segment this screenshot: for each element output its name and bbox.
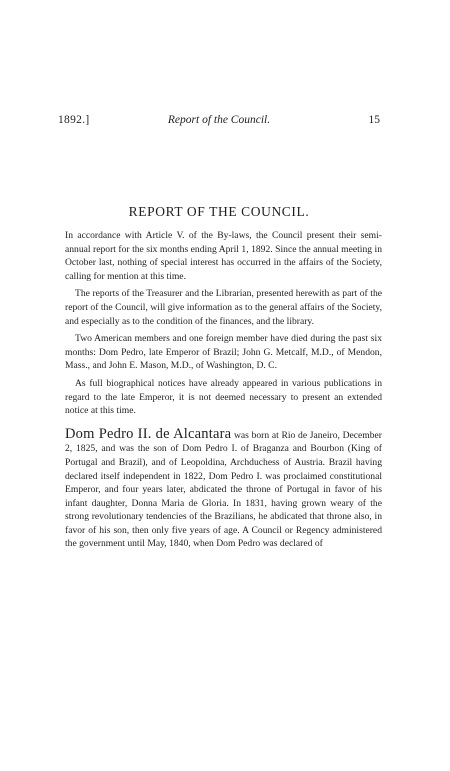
paragraph-biographical-notices: As full biographical notices have already appeared in various publications in regard to the late Emperor, it is not deemed necessary to present an extended notice at this time.: [65, 377, 382, 417]
dom-pedro-text: was born at Rio de Janeiro, December 2, 1825, and was the son of Dom Pedro I. of Braganza and Bourbon (King of Portugal and Brazil), and of Leopoldina, Archduchess of Austria. Brazil having declared itself independent in 1822, Dom Pedro I. was proclaimed constitutional Emperor, and four years later, abdicated the throne of Portugal in favor of his infant daughter, Donna Maria de Gloria. In 1831, having grown weary of the strong revolutionary tendencies of the Brazilians, he abdicated that throne also, in favor of his son, then only five years of age. A Council or Regency administered the government until May, 1840, when Dom Pedro was declared of: [65, 429, 382, 550]
paragraph-article-v: In accordance with Article V. of the By-laws, the Council present their semi-annual report for the six months ending April 1, 1892. Since the annual meeting in October last, nothing of special interest has occurred in the affairs of the Society, calling for mention at this time.: [65, 230, 382, 282]
running-head: [58, 114, 380, 130]
dom-pedro-name: Dom Pedro II. de Alcantara: [65, 425, 232, 442]
paragraph-reports: The reports of the Treasurer and the Librarian, presented herewith as part of the report of the Council, will give information as to the general affairs of the Society, and especially as to the condition of the finances, and the library.: [65, 288, 382, 327]
paragraph-deceased-members: Two American members and one foreign member have died during the past six months: Dom Pedro, late Emperor of Brazil; John G. Metcalf, M.D., of Mendon, Mass., and John E. Mason, M.D., of Washington, D. C.: [65, 333, 382, 372]
paragraph-dom-pedro: [65, 425, 382, 551]
running-head-year: 1892.]: [58, 114, 90, 126]
page-number: 15: [368, 114, 380, 126]
body-text: [65, 229, 382, 555]
running-head-title: Report of the Council.: [167, 114, 271, 126]
report-title: REPORT OF THE COUNCIL.: [128, 204, 310, 219]
